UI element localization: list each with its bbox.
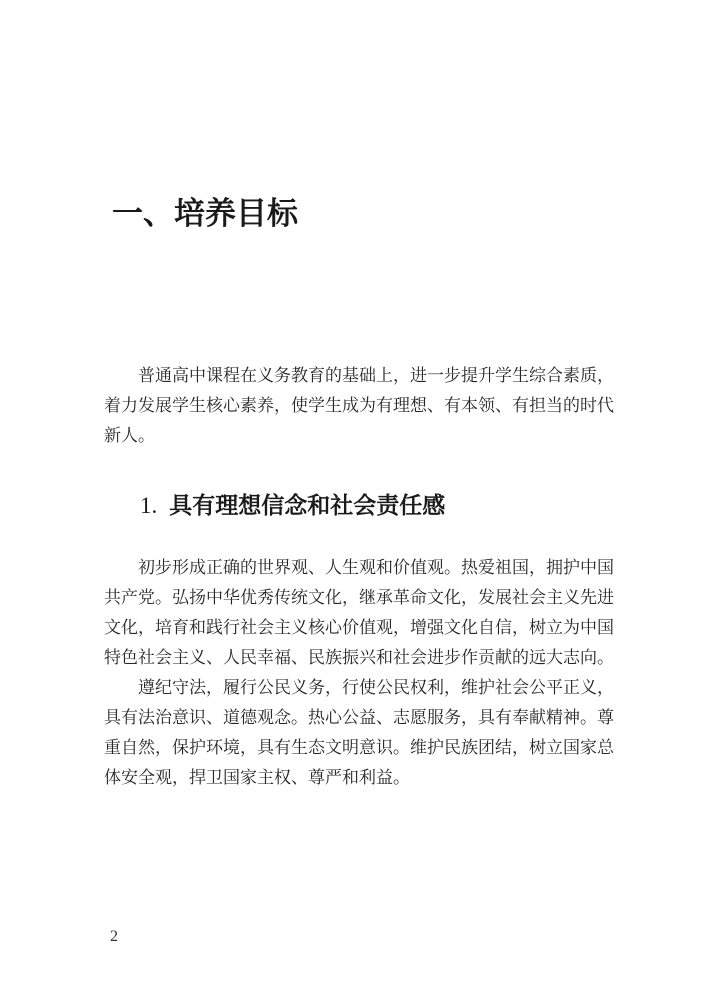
section-title: 具有理想信念和社会责任感 <box>169 492 446 518</box>
intro-paragraph: 普通高中课程在义务教育的基础上，进一步提升学生综合素质，着力发展学生核心素养，使学生成为有理想、有本领、有担当的时代新人。 <box>104 366 614 445</box>
section-heading <box>140 491 445 520</box>
section-body <box>104 553 614 793</box>
section-paragraph: 初步形成正确的世界观、人生观和价值观。热爱祖国，拥护中国共产党。弘扬中华优秀传统文化，继承革命文化，发展社会主义先进文化，培育和践行社会主义核心价值观，增强文化自信，树立为中国特色社会主义、人民幸福、民族振兴和社会进步作贡献的远大志向。 <box>104 558 614 667</box>
page-number: 2 <box>110 928 118 945</box>
section-paragraph: 遵纪守法，履行公民义务，行使公民权利，维护社会公平正义，具有法治意识、道德观念。热心公益、志愿服务，具有奉献精神。尊重自然，保护环境，具有生态文明意识。维护民族团结，树立国家总体安全观，捍卫国家主权、尊严和利益。 <box>104 678 614 787</box>
chapter-title: 一、培养目标 <box>112 196 298 231</box>
section-number: 1. <box>140 493 158 518</box>
